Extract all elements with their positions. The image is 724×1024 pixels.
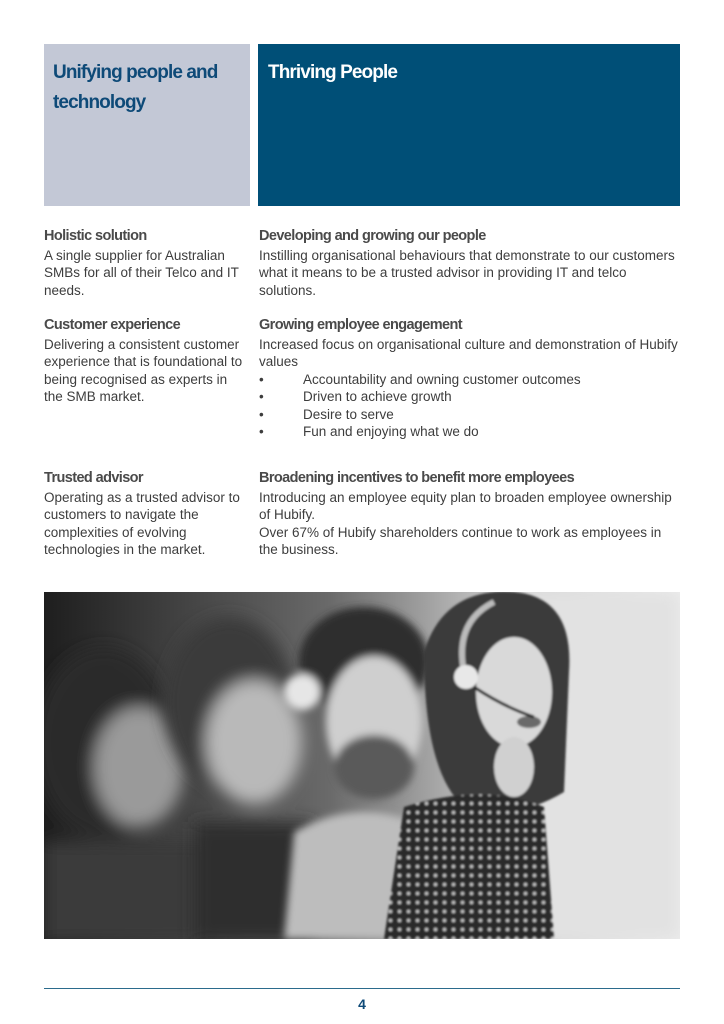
list-item: • Driven to achieve growth	[259, 389, 452, 404]
section-text-2: Over 67% of Hubify shareholders continue to work as employees in the business.	[259, 524, 662, 557]
call-centre-photo	[44, 592, 680, 939]
right-header-box	[258, 44, 680, 206]
section-title: Developing and growing our people	[259, 228, 486, 244]
section-trusted-advisor	[44, 470, 249, 559]
bullet-icon: •	[259, 371, 264, 387]
section-broadening-incentives	[259, 470, 683, 559]
section-text: Operating as a trusted advisor to customers to navigate the complexities of evolving technologies in the market.	[44, 489, 240, 557]
section-text: Increased focus on organisational culture and demonstration of Hubify values	[259, 336, 678, 369]
section-holistic-solution	[44, 228, 249, 299]
section-title: Holistic solution	[44, 228, 147, 244]
page-number: 4	[358, 996, 366, 1012]
left-header-box	[44, 44, 250, 206]
list-item: • Fun and enjoying what we do	[259, 424, 479, 439]
left-header-title: Unifying people and technology	[53, 62, 218, 113]
headset-staff-image	[44, 592, 680, 939]
section-text: A single supplier for Australian SMBs for all of their Telco and IT needs.	[44, 247, 239, 298]
section-title: Growing employee engagement	[259, 317, 462, 333]
values-list	[259, 371, 683, 441]
section-customer-experience	[44, 317, 249, 406]
list-item: • Accountability and owning customer outcomes	[259, 371, 581, 387]
section-employee-engagement	[259, 317, 683, 441]
section-title: Trusted advisor	[44, 470, 143, 486]
bullet-icon: •	[259, 389, 264, 404]
bullet-icon: •	[259, 424, 264, 439]
section-title: Broadening incentives to benefit more employees	[259, 470, 575, 486]
footer-divider	[44, 988, 680, 989]
list-item: • Desire to serve	[259, 406, 394, 422]
section-text: Introducing an employee equity plan to broaden employee ownership of Hubify.	[259, 489, 672, 522]
right-header-title: Thriving People	[268, 62, 398, 83]
section-text: Instilling organisational behaviours that demonstrate to our customers what it means to be a trusted advisor in providing IT and telco solutions.	[259, 247, 675, 298]
section-text: Delivering a consistent customer experience that is foundational to being recognised as experts in the SMB market.	[44, 336, 243, 404]
bullet-icon: •	[259, 406, 264, 422]
section-developing-people	[259, 228, 683, 299]
section-title: Customer experience	[44, 317, 181, 333]
